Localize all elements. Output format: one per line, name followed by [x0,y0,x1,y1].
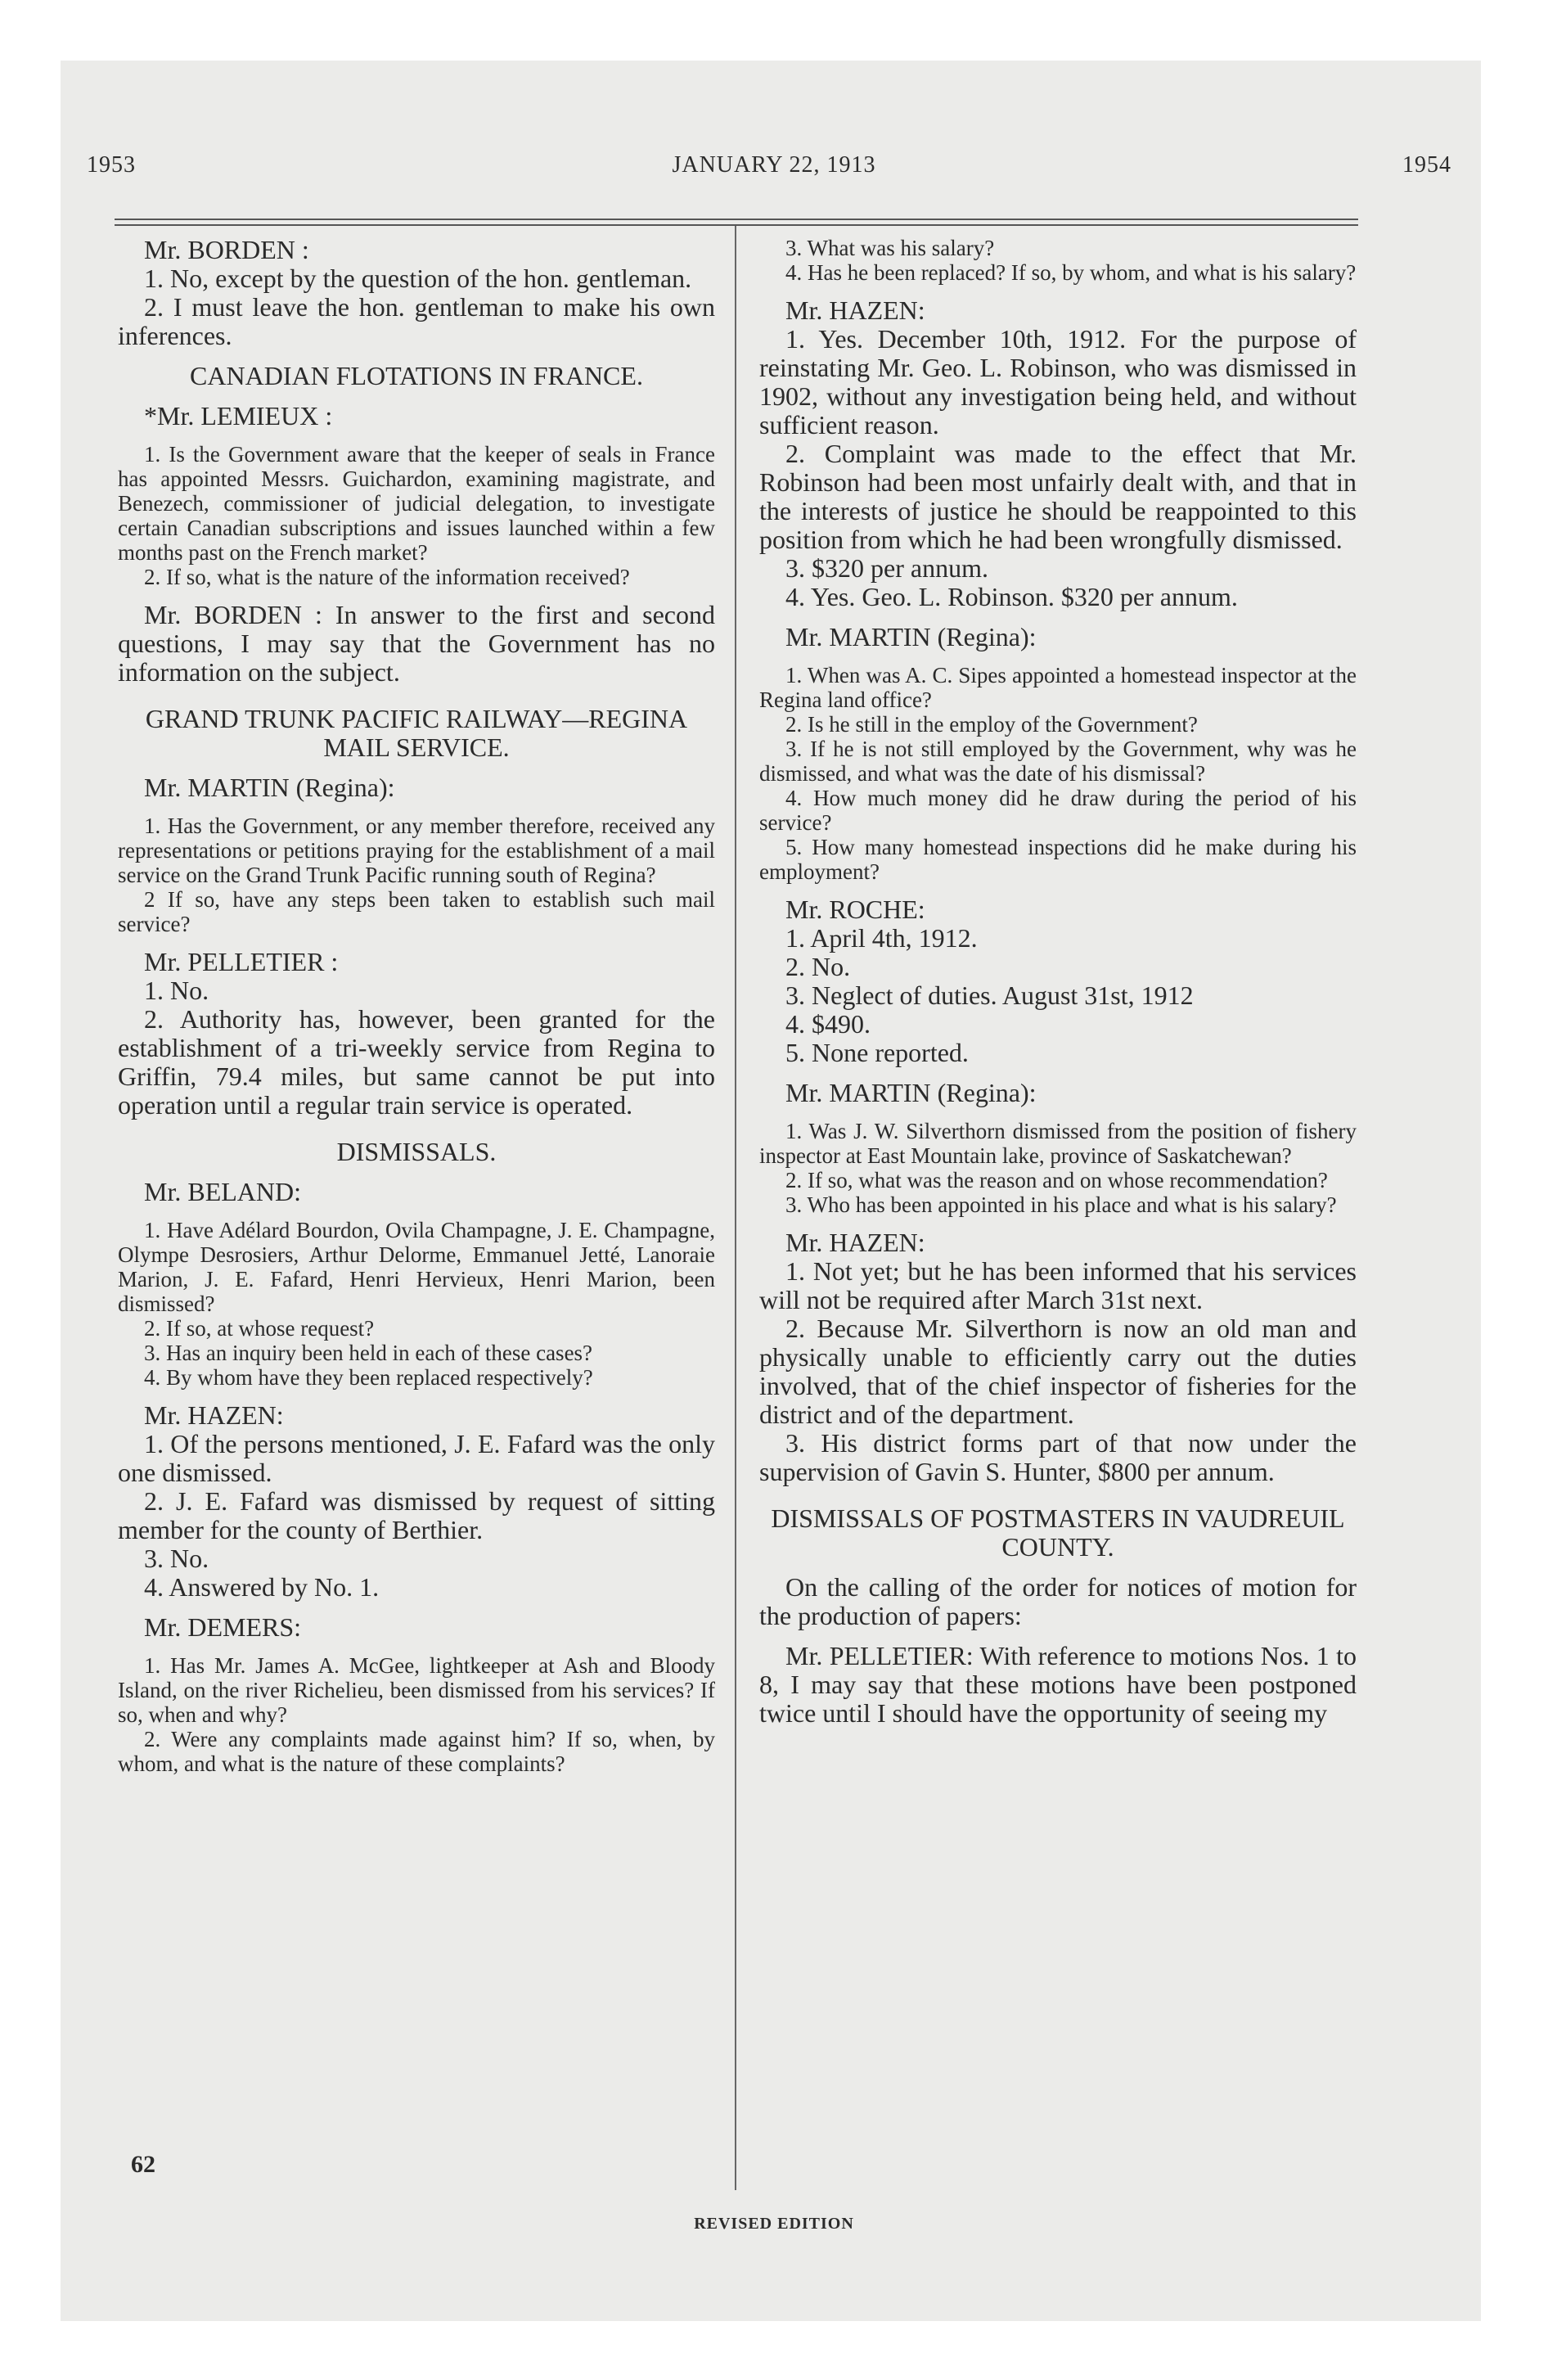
paragraph: Mr. ROCHE: [785,895,925,924]
paragraph: 2. Were any complaints made against him? If so, when, by whom, and what is the nature of these complaints? [118,1727,715,1776]
paragraph: *Mr. LEMIEUX : [144,401,333,430]
paragraph: 3. Neglect of duties. August 31st, 1912 [785,980,1194,1010]
paragraph: 2. If so, at whose request? [144,1316,375,1341]
page-date: JANUARY 22, 1913 [672,152,876,178]
paragraph: 2. If so, what was the reason and on whose recommendation? [785,1168,1328,1192]
paragraph: 3. His district forms part of that now under the supervision of Gavin S. Hunter, $800 per annum. [759,1428,1357,1486]
paragraph: Mr. HAZEN: [144,1400,284,1430]
paragraph: 1. April 4th, 1912. [785,923,978,953]
paragraph: Mr. PELLETIER : [144,947,339,976]
column-divider [735,226,736,2190]
paragraph: 2. Because Mr. Silverthorn is now an old man and physically unable to efficiently carry out the duties involved, that of the chief inspector of fisheries for the district and of the department. [759,1314,1357,1429]
paragraph: 2. J. E. Fafard was dismissed by request of sitting member for the county of Berthier. [118,1486,715,1544]
paragraph: 4. Yes. Geo. L. Robinson. $320 per annum. [785,582,1238,611]
paragraph: Mr. BORDEN : In answer to the first and second questions, I may say that the Government has no information on the subject. [118,600,715,687]
paragraph: 4. How much money did he draw during the period of his service? [759,786,1357,835]
header-rule [115,219,1358,220]
paragraph: 2. I must leave the hon. gentleman to make his own inferences. [118,292,715,350]
paragraph: Mr. DEMERS: [144,1612,302,1642]
page-number-right: 1954 [1402,152,1451,178]
paragraph: 1. Have Adélard Bourdon, Ovila Champagne, J. E. Champagne, Olympe Desrosiers, Arthur Delorme, Emmanuel Jetté, Lanoraie Marion, J. E. Fafard, Henri Hervieux, Henri Marion, been dismissed? [118,1218,715,1316]
paragraph: 2. If so, what is the nature of the information received? [144,565,630,589]
paragraph: 1. Not yet; but he has been informed that his services will not be required after March 31st next. [759,1256,1357,1314]
page-number-left: 1953 [87,152,136,178]
paragraph: Mr. BORDEN : [144,236,309,264]
paragraph: 4. Has he been replaced? If so, by whom, and what is his salary? [785,260,1357,285]
paragraph: Mr. BELAND: [144,1177,301,1206]
paragraph: 1. Was J. W. Silverthorn dismissed from the position of fishery inspector at East Mountain lake, province of Saskatchewan? [759,1119,1357,1168]
paragraph: DISMISSALS OF POSTMASTERS IN VAUDREUIL COUNTY. [771,1503,1345,1562]
paragraph: 1. Yes. December 10th, 1912. For the purpose of reinstating Mr. Geo. L. Robinson, who was dismissed in 1902, without any investigation being held, and without sufficient reason. [759,324,1357,439]
paragraph: 3. Has an inquiry been held in each of these cases? [144,1341,593,1365]
paragraph: 3. If he is not still employed by the Government, why was he dismissed, and what was the date of his dismissal? [759,737,1357,786]
paragraph: Mr. MARTIN (Regina): [785,622,1037,651]
paragraph: 1. No, except by the question of the hon. gentleman. [144,264,692,293]
paragraph: 4. Answered by No. 1. [144,1572,380,1602]
paragraph: 5. How many homestead inspections did he make during his employment? [759,835,1357,884]
paragraph: 3. What was his salary? [785,236,995,260]
paragraph: Mr. MARTIN (Regina): [144,773,395,802]
paragraph: 2. Is he still in the employ of the Government? [785,712,1198,737]
paragraph: GRAND TRUNK PACIFIC RAILWAY—REGINA MAIL SERVICE. [145,704,688,762]
paragraph: 2 If so, have any steps been taken to establish such mail service? [118,887,715,936]
right-column [759,236,1357,2151]
paragraph: DISMISSALS. [336,1137,497,1166]
paragraph: 1. Of the persons mentioned, J. E. Fafard was the only one dismissed. [118,1429,715,1487]
header-rule-secondary [115,224,1358,226]
paragraph: 1. No. [144,976,209,1005]
paragraph: 2. Complaint was made to the effect that Mr. Robinson had been most unfairly dealt with, and that in the interests of justice he should be reappointed to this position from which he had been wrongfully dismissed. [759,439,1357,554]
left-column [118,236,715,2151]
paragraph: CANADIAN FLOTATIONS IN FRANCE. [190,361,643,390]
paragraph: Mr. HAZEN: [785,1228,925,1257]
paragraph: 4. By whom have they been replaced respectively? [144,1365,593,1390]
paragraph: 2. No. [785,952,851,981]
paragraph: 4. $490. [785,1009,871,1039]
paragraph: 1. Has Mr. James A. McGee, lightkeeper at Ash and Bloody Island, on the river Richelieu, been dismissed from his services? If so, when and why? [118,1653,715,1727]
paragraph: Mr. PELLETIER: With reference to motions Nos. 1 to 8, I may say that these motions have been postponed twice until I should have the opportunity of seeing my [759,1641,1357,1728]
paragraph: 3. No. [144,1544,209,1573]
paragraph: 3. $320 per annum. [785,553,988,583]
paragraph: 1. Has the Government, or any member therefore, received any representations or petitions praying for the establishment of a mail service on the Grand Trunk Pacific running south of Regina? [118,814,715,887]
paragraph: 3. Who has been appointed in his place and what is his salary? [785,1192,1337,1217]
edition-footer: REVISED EDITION [694,2215,854,2233]
paragraph: Mr. HAZEN: [785,295,925,325]
paragraph: 1. When was A. C. Sipes appointed a homestead inspector at the Regina land office? [759,663,1357,712]
paragraph: 5. None reported. [785,1038,969,1067]
paragraph: 2. Authority has, however, been granted for the establishment of a tri-weekly service from Regina to Griffin, 79.4 miles, but same cannot be put into operation until a regular train service is operated. [118,1004,715,1120]
paragraph: 1. Is the Government aware that the keeper of seals in France has appointed Messrs. Guichardon, examining magistrate, and Benezech, commissioner of judicial delegation, to investigate certain Canadian subscriptions and issues launched within a few months past on the French market? [118,442,715,565]
printed-page-number: 62 [131,2151,155,2178]
paragraph: Mr. MARTIN (Regina): [785,1078,1037,1107]
paragraph: On the calling of the order for notices of motion for the production of papers: [759,1572,1357,1630]
